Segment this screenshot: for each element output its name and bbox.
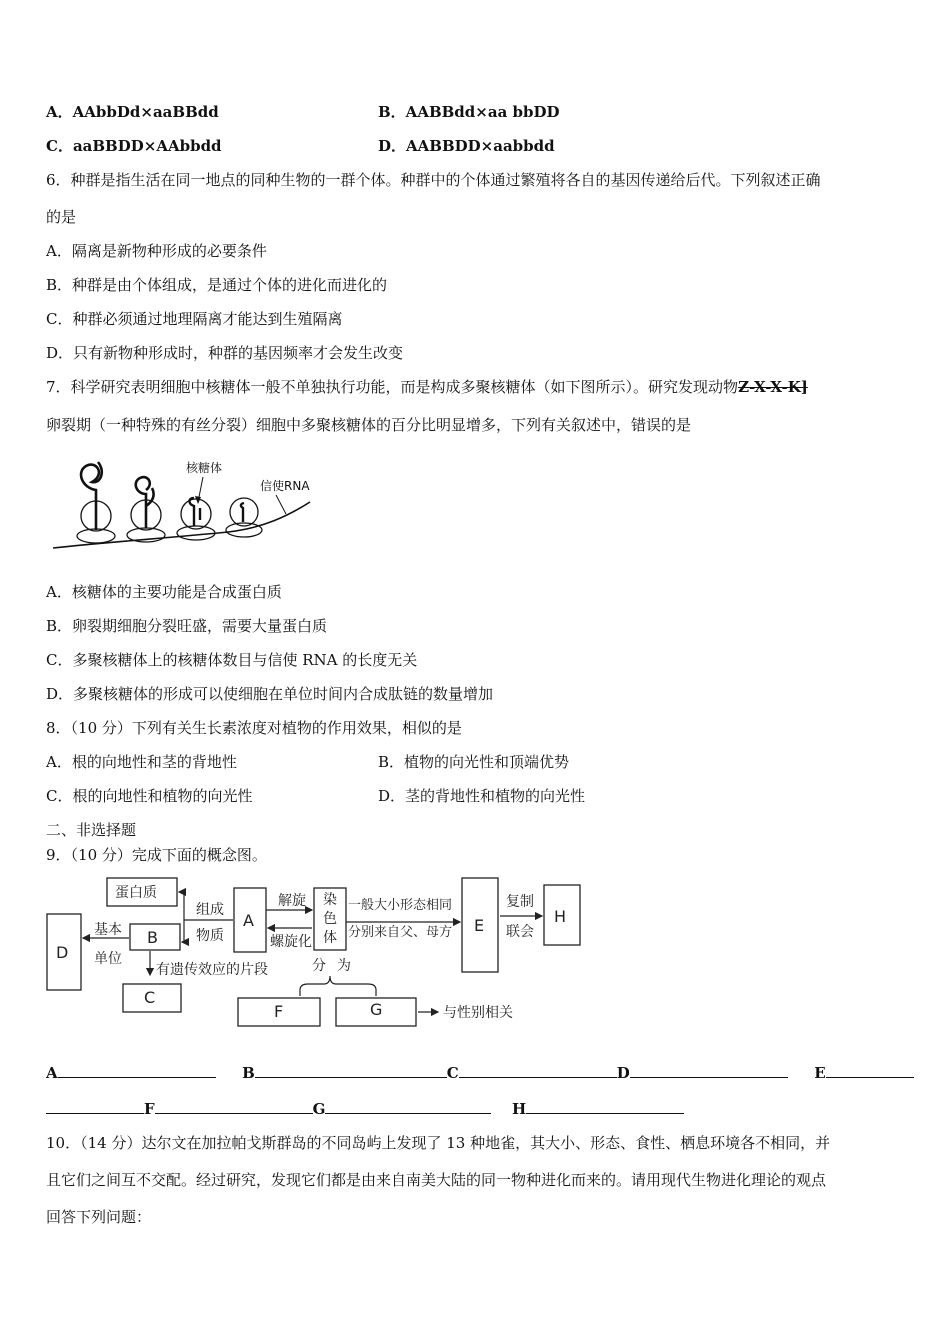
divide-label-2: 为 <box>337 958 351 974</box>
q6-option-a: A．隔离是新物种形成的必要条件 <box>46 242 267 260</box>
q6-option-c: C．种群必须通过地理隔离才能达到生殖隔离 <box>46 310 343 328</box>
answer-d-label: D <box>616 1064 630 1082</box>
answer-f-blank[interactable] <box>155 1099 313 1114</box>
answer-e-blank-continued[interactable] <box>46 1099 144 1114</box>
box-a-label: A <box>243 911 254 930</box>
q7-option-d: D．多聚核糖体的形成可以使细胞在单位时间内合成肽链的数量增加 <box>46 685 494 703</box>
q7-option-b: B．卵裂期细胞分裂旺盛，需要大量蛋白质 <box>46 617 328 635</box>
q7-stem-text: 7．科学研究表明细胞中核糖体一般不单独执行功能，而是构成多聚核糖体（如下图所示）。研究发现动物 <box>46 378 739 396</box>
q6-option-d: D．只有新物种形成时，种群的基因频率才会发生改变 <box>46 344 404 362</box>
q5-option-a: A．AAbbDd×aaBBdd <box>46 103 219 121</box>
basic-label-1: 基本 <box>94 922 122 938</box>
polyribosome-figure <box>48 450 318 560</box>
chromosome-label-3: 体 <box>323 930 337 946</box>
mrna-pointer <box>276 495 286 514</box>
q7-stem-line1 <box>46 377 808 397</box>
answer-d-blank[interactable] <box>630 1063 788 1078</box>
q6-option-b: B．种群是由个体组成，是通过个体的进化而进化的 <box>46 276 388 294</box>
genetic-fragment-label: 有遗传效应的片段 <box>156 962 268 978</box>
q6-stem-line1: 6．种群是指生活在同一地点的同种生物的一群个体。种群中的个体通过繁殖将各自的基因传递给后代。下列叙述正确 <box>46 171 821 189</box>
replicate-label: 复制 <box>506 894 534 910</box>
q10-stem-line3: 回答下列问题： <box>46 1208 152 1226</box>
q10-stem-line1: 10．（14 分）达尔文在加拉帕戈斯群岛的不同岛屿上发现了 13 种地雀，其大小、形态、食性、栖息环境各不相同，并 <box>46 1134 831 1152</box>
q5-option-d: D．AABBDD×aabbdd <box>378 137 555 155</box>
box-d-label: D <box>56 943 69 962</box>
unwind-label: 解旋 <box>278 893 306 909</box>
box-f-label: F <box>274 1002 284 1021</box>
answer-c-blank[interactable] <box>459 1063 617 1078</box>
q8-option-d: D．茎的背地性和植物的向光性 <box>378 787 586 805</box>
answer-row-2 <box>46 1099 684 1119</box>
box-e-label: E <box>474 916 485 935</box>
answer-e-label: E <box>814 1064 826 1082</box>
compose-label-2: 物质 <box>196 928 224 944</box>
answer-b-label: B <box>242 1064 255 1082</box>
answer-h-label: H <box>511 1100 527 1118</box>
answer-g-blank[interactable] <box>325 1099 491 1114</box>
answer-f-label: F <box>144 1100 155 1118</box>
answer-c-label: C <box>446 1064 459 1082</box>
q8-option-c: C．根的向地性和植物的向光性 <box>46 787 253 805</box>
answer-h-blank[interactable] <box>526 1099 684 1114</box>
box-h-label: H <box>554 907 567 926</box>
basic-label-2: 单位 <box>94 951 122 967</box>
chromosome-label-1: 染 <box>323 892 337 908</box>
q9-stem: 9．（10 分）完成下面的概念图。 <box>46 846 267 864</box>
ribosome-large-subunit <box>181 499 211 529</box>
synapsis-label: 联会 <box>506 924 534 940</box>
protein-label: 蛋白质 <box>115 885 157 901</box>
chromosome-label-2: 色 <box>323 911 337 927</box>
q8-option-b: B．植物的向光性和顶端优势 <box>378 753 570 771</box>
sex-related-label: 与性别相关 <box>443 1005 513 1021</box>
answer-a-label: A <box>46 1064 58 1082</box>
shape-same-label: 一般大小形态相同 <box>348 898 453 913</box>
answer-g-label: G <box>312 1100 326 1118</box>
compose-label-1: 组成 <box>196 902 224 918</box>
section-heading: 二、非选择题 <box>46 821 137 839</box>
q10-stem-line2: 且它们之间互不交配。经过研究，发现它们都是由来自南美大陆的同一物种进化而来的。请用现代生物进化理论的观点 <box>46 1171 827 1189</box>
mrna-label: 信使RNA <box>260 479 310 493</box>
q6-stem-line2: 的是 <box>46 208 77 226</box>
answer-b-blank[interactable] <box>255 1063 447 1078</box>
box-c-label: C <box>144 988 156 1007</box>
q7-option-c: C．多聚核糖体上的核糖体数目与信使 RNA 的长度无关 <box>46 651 418 669</box>
q5-option-b: B．AABBdd×aa bbDD <box>378 103 560 121</box>
peptide-chain <box>81 462 102 530</box>
ribosome-label: 核糖体 <box>186 461 223 475</box>
parents-label: 分别来自父、母方 <box>348 925 453 940</box>
divide-label-1: 分 <box>312 958 326 974</box>
box-b-label: B <box>147 928 158 947</box>
peptide-chain <box>241 503 244 522</box>
q7-stem-line2: 卵裂期（一种特殊的有丝分裂）细胞中多聚核糖体的百分比明显增多，下列有关叙述中，错误的是 <box>46 416 692 434</box>
box-g-label: G <box>370 1000 383 1019</box>
answer-e-blank[interactable] <box>826 1063 914 1078</box>
q5-option-c: C．aaBBDD×AAbbdd <box>46 137 222 155</box>
answer-row-1 <box>46 1063 914 1083</box>
concept-map <box>44 872 567 1034</box>
q8-stem: 8．（10 分）下列有关生长素浓度对植物的作用效果，相似的是 <box>46 719 462 737</box>
q8-option-a: A．根的向地性和茎的背地性 <box>46 753 237 771</box>
q7-option-a: A．核糖体的主要功能是合成蛋白质 <box>46 583 282 601</box>
spiral-label: 螺旋化 <box>270 934 312 950</box>
q7-struck-text: Z-X-X-K] <box>738 378 808 396</box>
answer-a-blank[interactable] <box>58 1063 216 1078</box>
